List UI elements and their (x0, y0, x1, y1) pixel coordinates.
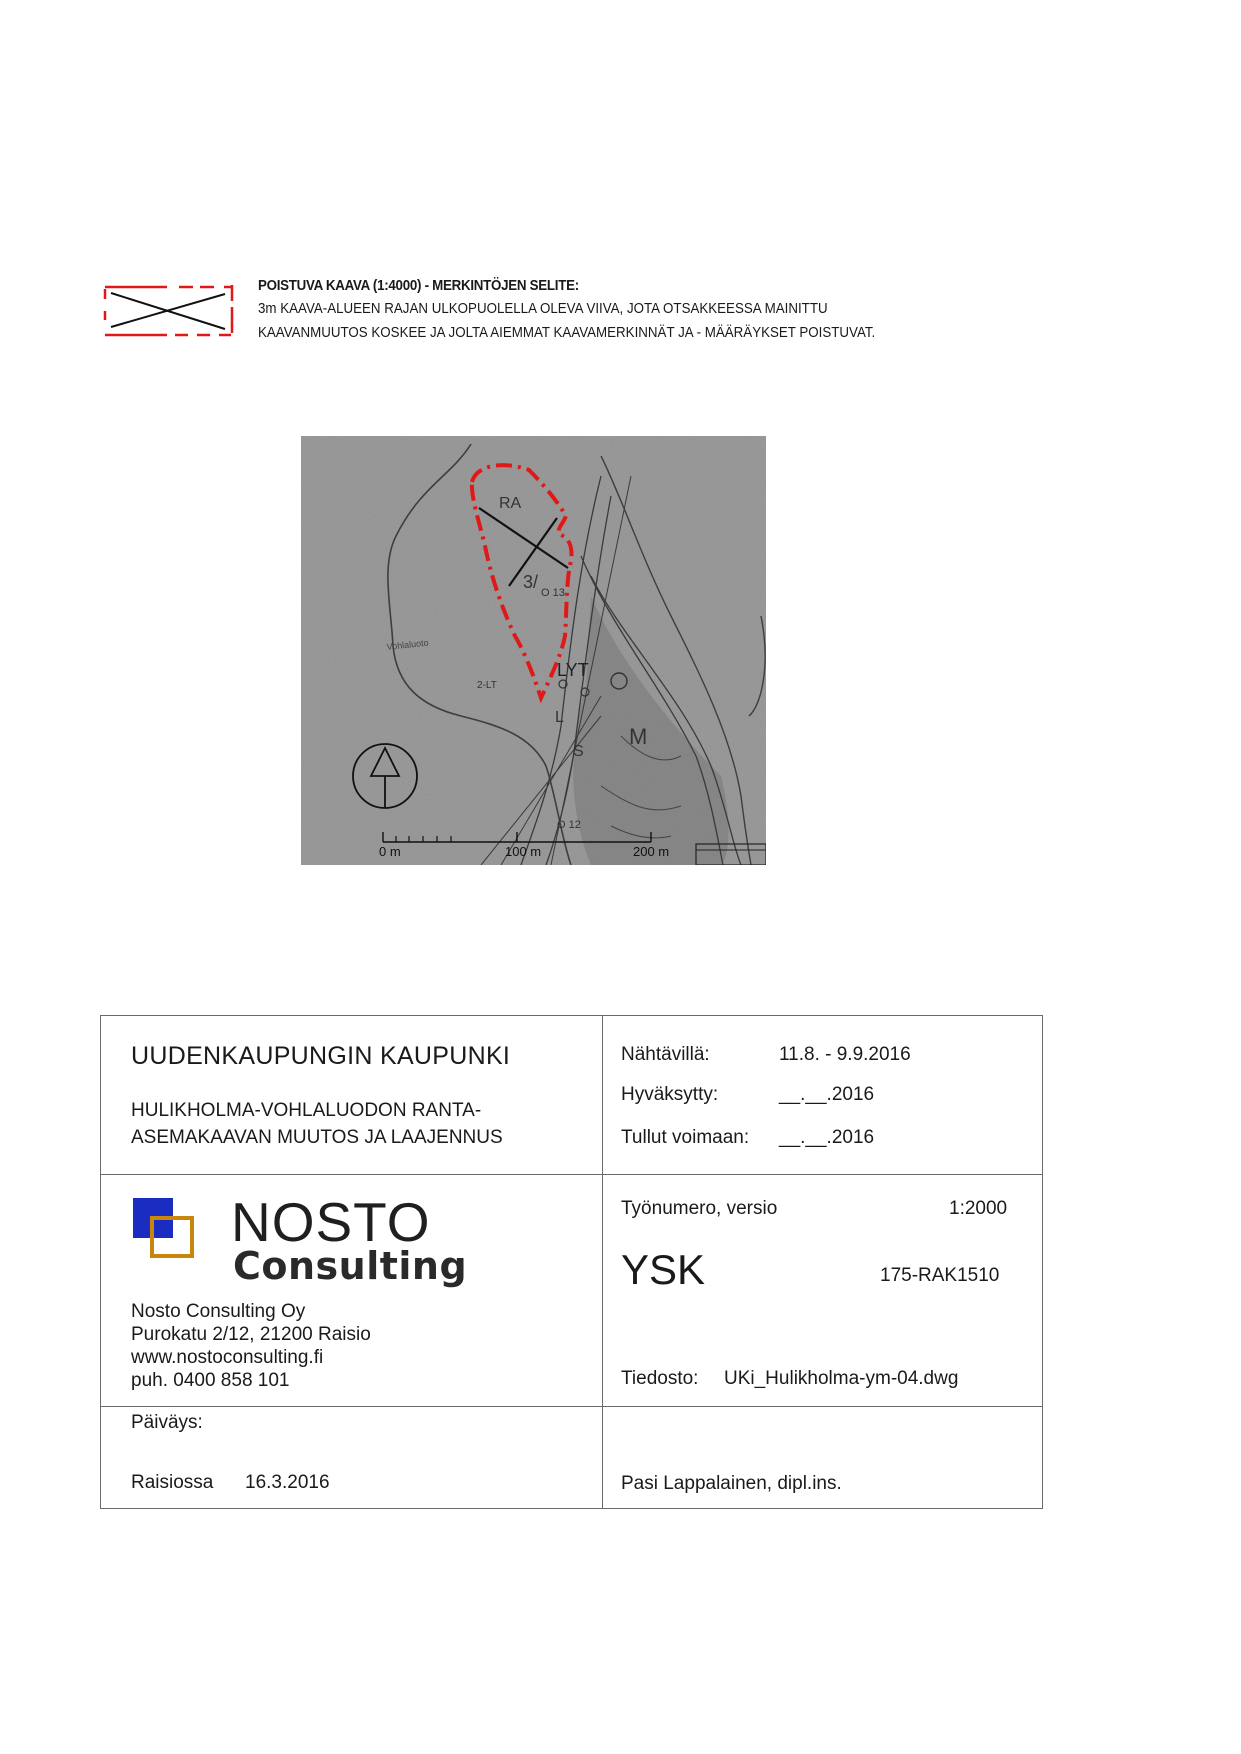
legend-symbol (103, 283, 235, 339)
scale-label-200: 200 m (633, 844, 670, 859)
map-label-m: M (629, 724, 648, 749)
nahtavilla-value: 11.8. - 9.9.2016 (779, 1044, 911, 1065)
company-name: Nosto Consulting Oy (131, 1301, 306, 1322)
paivays-label: Päiväys: (131, 1412, 203, 1433)
plan-title-line-2: ASEMAKAAVAN MUUTOS JA LAAJENNUS (131, 1127, 503, 1148)
plan-map (301, 436, 766, 865)
date-place: Raisiossa (131, 1472, 214, 1493)
map-label-l: L (555, 709, 564, 726)
title-block-divider (602, 1016, 603, 1508)
scale-label-100: 100 m (505, 844, 542, 859)
plan-map-drawing (301, 436, 766, 865)
legend-text (258, 278, 929, 348)
company-logo (131, 1190, 468, 1290)
map-label-ra: RA (499, 495, 522, 512)
hyvaksytty-label: Hyväksytty: (621, 1084, 719, 1105)
voimaan-value: __.__.2016 (779, 1127, 875, 1148)
map-label-vohlaluoto: Vohlaluoto (386, 637, 430, 652)
map-label-lyt: LYT (557, 660, 589, 680)
company-phone: puh. 0400 858 101 (131, 1370, 290, 1391)
title-block-divider (101, 1406, 1042, 1407)
legend-title: POISTUVA KAAVA (1:4000) - MERKINTÖJEN SELITE: (258, 278, 579, 294)
logo-word-consulting: Consulting (233, 1244, 468, 1288)
date-value: 16.3.2016 (245, 1472, 330, 1493)
city-name: UUDENKAUPUNGIN KAUPUNKI (131, 1042, 511, 1070)
map-label-s: S (573, 743, 584, 760)
tyonumero-label: Työnumero, versio (621, 1198, 778, 1219)
legend-line-1: 3m KAAVA-ALUEEN RAJAN ULKOPUOLELLA OLEVA VIIVA, JOTA OTSAKKEESSA MAINITTU (258, 301, 828, 317)
map-label-o12: O 12 (557, 819, 581, 831)
ysk-code: YSK (621, 1246, 706, 1293)
scale-label-0: 0 m (379, 844, 401, 859)
legend-line-2: KAAVANMUUTOS KOSKEE JA JOLTA AIEMMAT KAAVAMERKINNÄT JA - MÄÄRÄYKSET POISTUVAT. (258, 325, 876, 341)
logo-orange-square (150, 1216, 194, 1258)
project-code: 175-RAK1510 (880, 1265, 1000, 1286)
author-name: Pasi Lappalainen, dipl.ins. (621, 1473, 842, 1494)
map-label-2lt: 2-LT (477, 680, 497, 691)
map-label-3: 3/ (523, 572, 539, 592)
plan-title-line-1: HULIKHOLMA-VOHLALUODON RANTA- (131, 1100, 482, 1121)
hyvaksytty-value: __.__.2016 (779, 1084, 875, 1105)
company-address: Purokatu 2/12, 21200 Raisio (131, 1324, 371, 1345)
voimaan-label: Tullut voimaan: (621, 1127, 750, 1148)
nahtavilla-label: Nähtävillä: (621, 1044, 710, 1065)
map-label-o13: O 13 (541, 587, 565, 599)
tiedosto-label: Tiedosto: (621, 1368, 699, 1389)
tiedosto-value: UKi_Hulikholma-ym-04.dwg (724, 1368, 959, 1389)
title-block-divider (101, 1174, 1042, 1175)
company-website: www.nostoconsulting.fi (131, 1347, 324, 1368)
title-block (100, 1015, 1043, 1509)
logo-word-nosto: NOSTO (231, 1191, 431, 1253)
scale-value: 1:2000 (949, 1198, 1008, 1219)
